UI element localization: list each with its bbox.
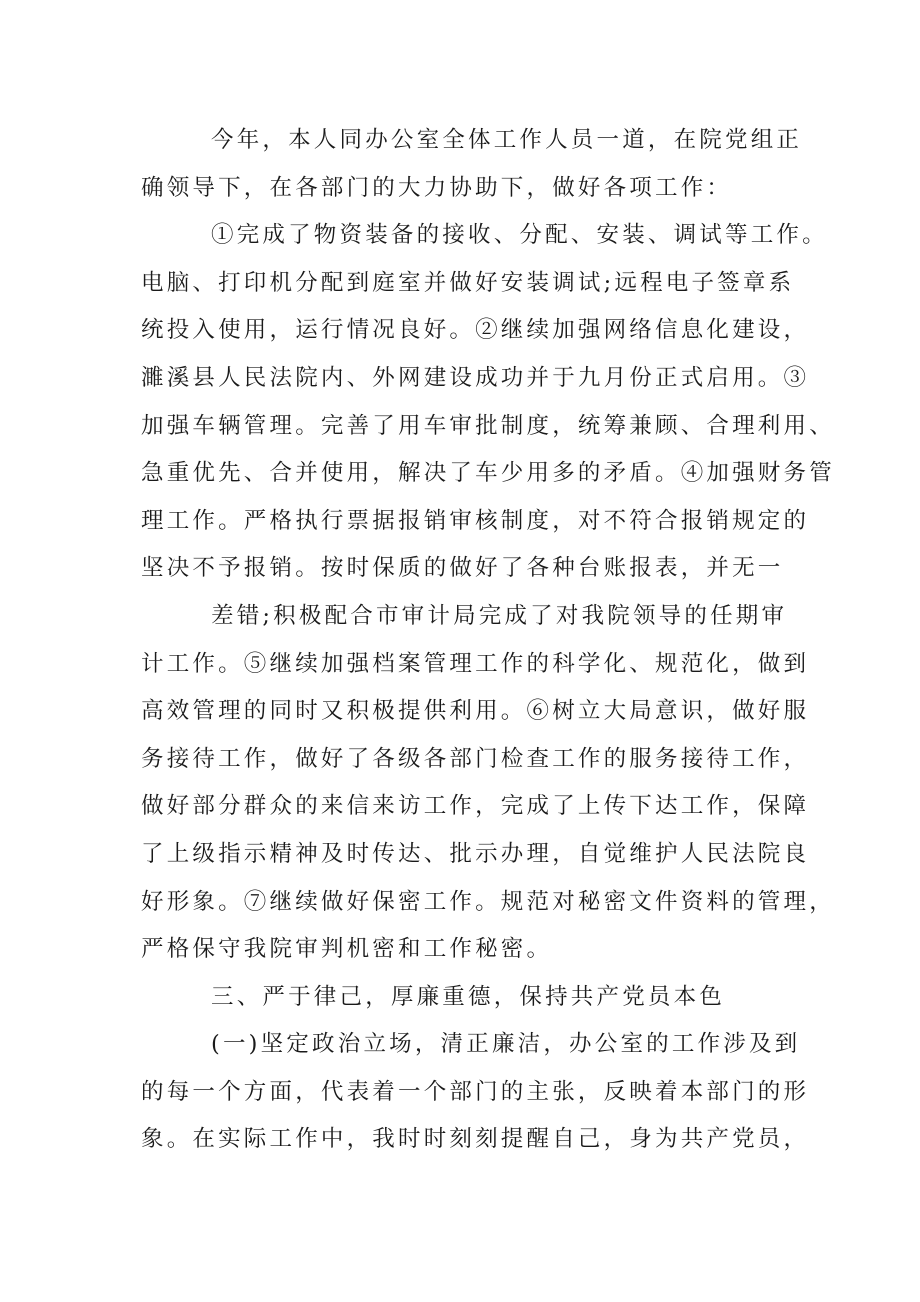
text-line-20: (一)坚定政治立场，清正廉洁，办公室的工作涉及到 [211, 1031, 801, 1058]
text-line-22: 象。在实际工作中，我时时刻刻提醒自己，身为共产党员， [141, 1126, 810, 1153]
text-line-7: 加强车辆管理。完善了用车审批制度，统筹兼顾、合理利用、 [141, 412, 835, 439]
text-line-10: 坚决不予报销。按时保质的做好了各种台账报表，并无一 [141, 555, 784, 582]
text-line-3: ①完成了物资装备的接收、分配、安装、调试等工作。 [211, 222, 828, 249]
text-line-4: 电脑、打印机分配到庭室并做好安装调试;远程电子签章系 [141, 269, 795, 296]
text-line-8: 急重优先、合并使用，解决了车少用多的矛盾。④加强财务管 [141, 460, 835, 487]
text-line-16: 了上级指示精神及时传达、批示办理，自觉维护人民法院良 [141, 840, 810, 867]
text-line-13: 高效管理的同时又积极提供利用。⑥树立大局意识，做好服 [141, 698, 810, 725]
text-line-11: 差错;积极配合市审计局完成了对我院领导的任期审 [211, 602, 788, 629]
text-line-21: 的每一个方面，代表着一个部门的主张，反映着本部门的形 [141, 1078, 810, 1105]
text-line-17: 好形象。⑦继续做好保密工作。规范对秘密文件资料的管理， [141, 888, 835, 915]
text-line-2: 确领导下，在各部门的大力协助下，做好各项工作： [141, 174, 733, 201]
text-line-18: 严格保守我院审判机密和工作秘密。 [141, 936, 553, 963]
text-line-14: 务接待工作，做好了各级各部门检查工作的服务接待工作， [141, 745, 810, 772]
document-body [141, 117, 835, 1164]
text-line-15: 做好部分群众的来信来访工作，完成了上传下达工作，保障 [141, 793, 810, 820]
text-line-1: 今年，本人同办公室全体工作人员一道，在院党组正 [211, 127, 803, 153]
text-line-9: 理工作。严格执行票据报销审核制度，对不符合报销规定的 [141, 507, 810, 534]
text-line-5: 统投入使用，运行情况良好。②继续加强网络信息化建设， [141, 317, 810, 344]
text-line-12: 计工作。⑤继续加强档案管理工作的科学化、规范化，做到 [141, 650, 810, 677]
section-heading: 三、严于律己，厚廉重德，保持共产党员本色 [211, 983, 726, 1010]
text-line-6: 濉溪县人民法院内、外网建设成功并于九月份正式启用。③ [141, 364, 810, 391]
